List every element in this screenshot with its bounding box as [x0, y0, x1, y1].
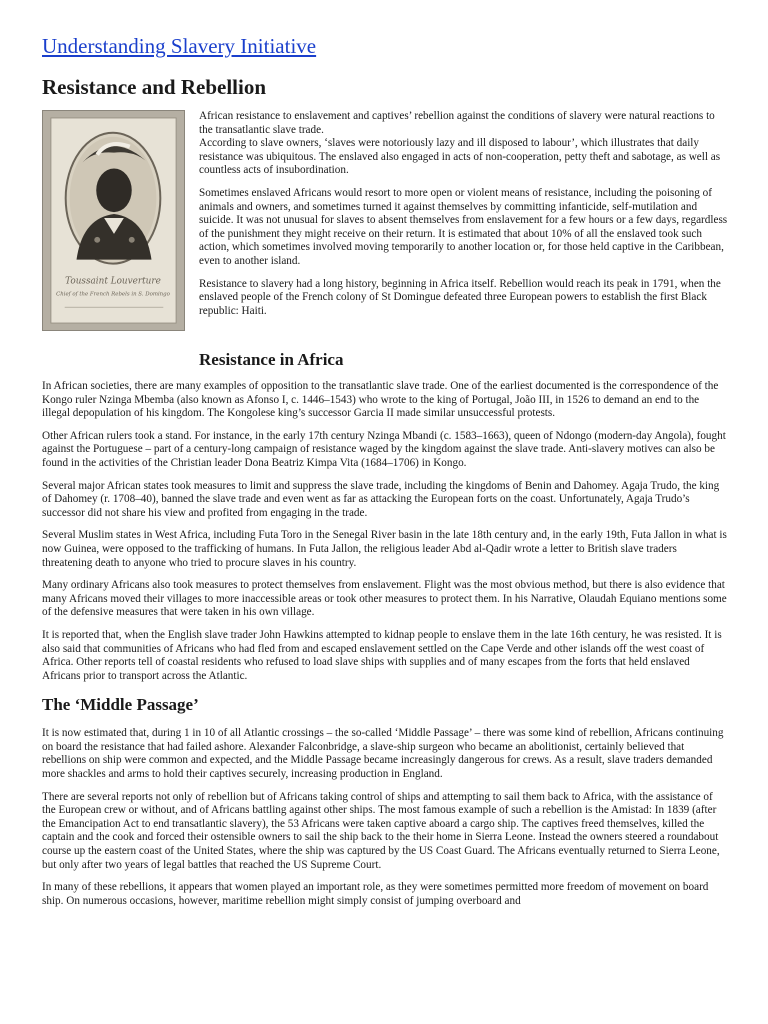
africa-paragraph: Several Muslim states in West Africa, including Futa Toro in the Senegal River basin in the late 18th century and, in the early 19th, Futa Jallon in what is now Guinea, were opposed to the trafficking of humans. In Futa Jallon, the religious leader Abd al-Qadir wrote a letter to British slave traders threatening death to anyone who tried to procure slaves in his country.	[42, 529, 727, 569]
portrait-image	[43, 111, 184, 330]
passage-paragraph: It is now estimated that, during 1 in 10 of all Atlantic crossings – the so-called ‘Middle Passage’ – there was some kind of rebellion, Africans continuing on board the resistance that had failed ashore. Alexander Falconbridge, a slave-ship surgeon who became an abolitionist, certainly believed that rebellions on ship were common and expected, and the Middle Passage became increasingly dangerous for crews. As a result, slave traders demanded more shackles and arms to hold their captives securely, increasing production in England.	[42, 727, 724, 781]
intro-paragraph: According to slave owners, ‘slaves were notoriously lazy and ill disposed to labour’, which illustrates that daily resistance was ubiquitous. The enslaved also engaged in acts of non-cooperation, petty theft and sabotage, as well as countless acts of insubordination.	[199, 137, 721, 177]
section-heading-africa: Resistance in Africa	[199, 350, 344, 369]
site-link[interactable]: Understanding Slavery Initiative	[42, 34, 317, 58]
africa-paragraph: Other African rulers took a stand. For instance, in the early 17th century Nzinga Mbandi (c. 1583–1663), queen of Ndongo (modern-day Angola), fought against the Portuguese – part of a century-long campaign of resistance waged by the kingdom against the slave trade. Anti-slavery motives can also be found in the activities of the Christian leader Dona Beatriz Kimpa Vita (1684–1706) in Kongo.	[42, 429, 726, 469]
middle-passage-section	[42, 727, 728, 908]
intro-paragraph: Resistance to slavery had a long history, beginning in Africa itself. Rebellion would reach its peak in 1791, when the enslaved people of the French colony of St Domingue defeated three European powers to establish the first Black republic: Haiti.	[199, 277, 721, 317]
africa-paragraph: Many ordinary Africans also took measures to protect themselves from enslavement. Flight was the most obvious method, but there is also evidence that many Africans moved their villages to more inaccessible areas or took other measures to protect them. In his Narrative, Olaudah Equiano mentions some of the defensive measures that were taken in his own village.	[42, 579, 727, 619]
africa-section	[42, 380, 728, 683]
intro-paragraph: African resistance to enslavement and captives’ rebellion against the conditions of slavery were natural reactions to the transatlantic slave trade.	[199, 110, 715, 136]
intro-section	[42, 110, 728, 342]
africa-paragraph: It is reported that, when the English slave trader John Hawkins attempted to kidnap people to enslave them in the late 16th century, he was resisted. It is also said that communities of Africans who had fled from and escaped enslavement settled on the Cape Verde and other islands off the west coast of Africa. Other reports tell of coastal residents who refused to load slave ships with supplies and of many escapes from the forts that held enslaved Africans prior to transport across the Atlantic.	[42, 628, 722, 682]
passage-paragraph: There are several reports not only of rebellion but of Africans taking control of ships and attempting to sail them back to Africa, with the assistance of the European crew or without, and of Africans battling against other ships. The most famous example of such a rebellion is the Amistad: In 1839 (after the Emancipation Act to end transatlantic slavery), the 53 Africans were taken captive aboard a cargo ship. The captives freed themselves, killed the captain and the cook and forced their ostensible owners to sail the ship back to the their home in Sierra Leone. Instead the owners steered a roundabout course up the eastern coast of the United States, where the ship was captured by the US Coast Guard. The Africans eventually returned to Sierra Leone, but only after two years of legal battles that reached the US Supreme Court.	[42, 790, 720, 871]
intro-paragraph: Sometimes enslaved Africans would resort to more open or violent means of resistance, including the poisoning of animals and owners, and sometimes turned it against themselves by committing infanticide, self-mutilation and suicide. It was not unusual for slaves to absent themselves from enslavement for a few hours or a few days, regardless of the punishment they might receive on their return. It is estimated that about 10% of all the enslaved took such action, which sometimes involved moving temporarily to another location or, for those held captive in the Caribbean, even to another island.	[199, 186, 728, 267]
document-page	[42, 30, 728, 917]
page-title: Resistance and Rebellion	[42, 75, 267, 99]
portrait-caption-line1: Toussaint Louverture	[65, 276, 161, 287]
portrait-engraving	[42, 110, 185, 331]
africa-paragraph: Several major African states took measures to limit and suppress the slave trade, including the kingdoms of Benin and Dahomey. Agaja Trudo, the king of Dahomey (r. 1708–40), banned the slave trade and even went as far as attacking the European forts on the coast. Unfortunately, Agaja Trudo’s successor did not share his view and profited from engaging in the trade.	[42, 479, 720, 519]
section-heading-middle-passage: The ‘Middle Passage’	[42, 695, 199, 715]
portrait-caption-line2: Chief of the French Rebels in S. Domingo	[56, 291, 170, 298]
africa-paragraph: In African societies, there are many examples of opposition to the transatlantic slave trade. One of the earliest documented is the correspondence of the Kongo ruler Nzinga Mbemba (also known as Afonso I, c. 1446–1543) who wrote to the king of Portugal, João III, in 1526 to demand an end to the illegal depopulation of his kingdom. The Kongolese king’s successor Garcia II made similar unsuccessful protests.	[42, 380, 719, 420]
passage-paragraph: In many of these rebellions, it appears that women played an important role, as they were sometimes permitted more freedom of movement on board ship. On numerous occasions, however, maritime rebellion might simply consist of jumping overboard and	[42, 881, 709, 907]
intro-text	[199, 110, 728, 327]
